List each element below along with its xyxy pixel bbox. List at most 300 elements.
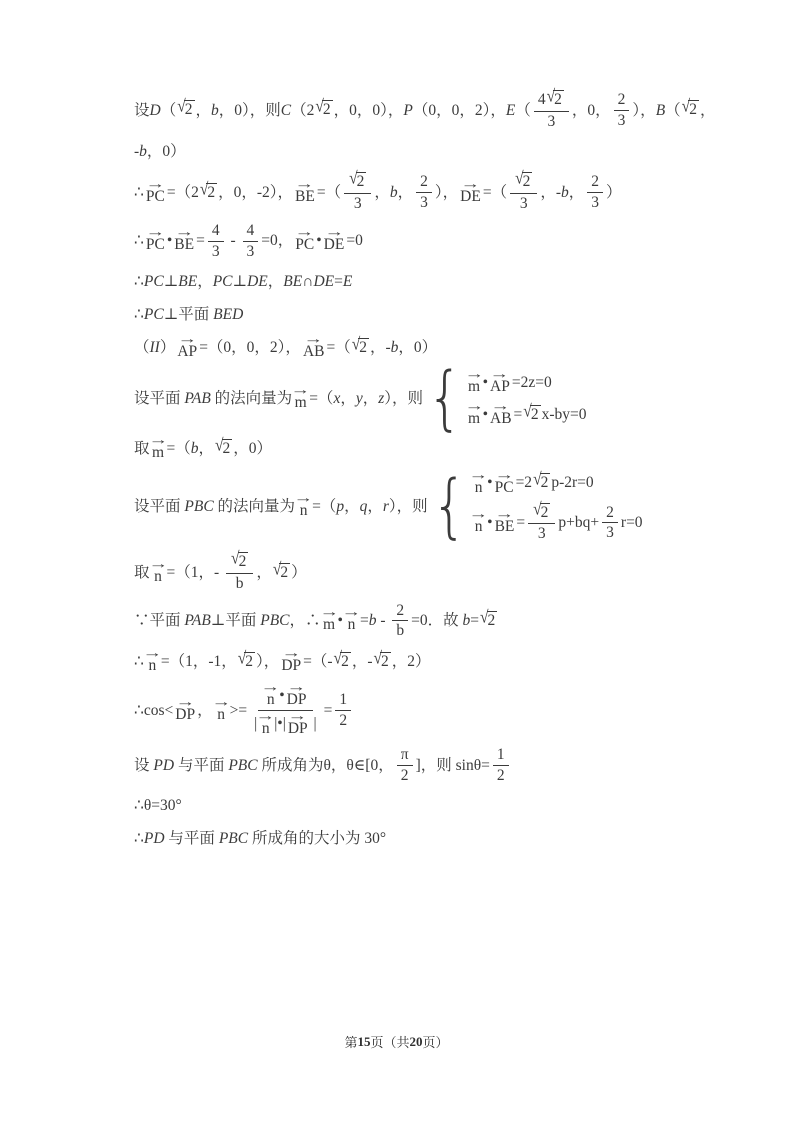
vector-expr (468, 506, 489, 536)
text-run: • (487, 514, 493, 532)
text-run: ）， (632, 101, 656, 119)
variable-italic: PAB (184, 612, 211, 630)
system-rows (464, 365, 587, 428)
vector-base: AP (177, 343, 198, 361)
radicand: 2 (540, 474, 549, 492)
vector-expr (302, 331, 325, 361)
variable-italic: BED (213, 305, 244, 323)
sqrt-expr (546, 86, 564, 110)
vector-base: n (474, 518, 483, 536)
text-run: ， (699, 101, 716, 119)
text-run: • (482, 373, 488, 391)
text-run: ） (159, 339, 176, 357)
text-run: 设 (134, 101, 150, 119)
fraction (493, 746, 509, 785)
vector-base: AP (490, 377, 510, 395)
radicand: 2 (554, 91, 562, 108)
vector-arrow-icon: → (174, 224, 194, 240)
text-run: =0．故 (411, 612, 463, 630)
text-run: 4 (211, 221, 220, 239)
text-run: p+bq+ (558, 514, 600, 532)
vector-base: m (468, 409, 481, 427)
radicand: 2 (487, 612, 496, 630)
radicand: 2 (522, 173, 531, 191)
radicand: 2 (207, 183, 216, 201)
radical-sign: √ (351, 335, 361, 355)
variable-italic: b (190, 440, 199, 458)
vector-arrow-icon: → (491, 397, 511, 413)
text-run: b (235, 574, 244, 592)
radical-sign: √ (199, 179, 209, 199)
text-run: ∴cos< (134, 701, 174, 719)
vector-arrow-icon: → (211, 693, 231, 709)
fraction-denominator (544, 112, 560, 131)
radicand: 2 (238, 553, 247, 571)
text-run: （ (515, 101, 531, 119)
text-run: | (309, 715, 317, 733)
text-run: ⊥平面 (210, 612, 261, 630)
fraction-denominator (243, 242, 259, 261)
vector-base: n (266, 691, 275, 709)
fraction (208, 222, 224, 261)
text-run: 3 (211, 242, 220, 260)
math-line-12 (134, 602, 694, 641)
text-run: 取 (134, 563, 150, 581)
vector-arrow-icon: → (175, 693, 195, 709)
fraction-numerator (534, 86, 569, 112)
variable-italic: PD (153, 756, 175, 774)
text-run: ） (291, 563, 307, 581)
math-line-3 (134, 169, 694, 212)
variable-italic: C (280, 101, 292, 119)
math-line-15 (134, 746, 694, 785)
sqrt-expr (523, 401, 540, 425)
text-run: 设平面 (134, 498, 185, 516)
vector-arrow-icon: → (460, 175, 481, 191)
vector-base: PC (494, 478, 514, 496)
math-line-9 (134, 432, 694, 462)
sqrt-expr (480, 608, 497, 631)
fraction-numerator (335, 691, 351, 711)
text-run: 与平面 (164, 829, 219, 847)
radical-sign: √ (373, 648, 382, 668)
text-run: - (226, 232, 240, 250)
vector-expr (490, 397, 512, 427)
vector-expr (293, 490, 314, 520)
text-run: = (196, 232, 205, 250)
vector-expr (174, 224, 195, 254)
vector-arrow-icon: → (293, 490, 314, 506)
vector-base: PC (295, 236, 315, 254)
radicand: 2 (184, 101, 193, 119)
text-run: =2 (515, 474, 533, 492)
vector-base: m (323, 616, 336, 634)
radical-sign: √ (177, 97, 186, 117)
text-run: ， (197, 272, 213, 290)
text-run: ），则 (384, 389, 424, 407)
fraction-numerator (226, 549, 253, 574)
fraction-denominator (516, 194, 532, 213)
vector-expr (323, 224, 345, 254)
vector-expr (142, 645, 163, 675)
fraction-denominator (392, 621, 408, 640)
variable-italic: p (336, 498, 345, 516)
text-run: =（ (326, 339, 351, 357)
text-run: 第 (344, 1035, 358, 1050)
radicand: 2 (689, 101, 697, 119)
text-run: 与平面 (174, 756, 229, 774)
vector-base: DE (460, 187, 481, 205)
text-run: 2 (606, 503, 614, 521)
text-run: 3 (537, 525, 546, 543)
fraction-numerator (416, 173, 432, 193)
radical-sign: √ (523, 401, 532, 421)
vector-expr (464, 365, 484, 395)
vector-arrow-icon: → (468, 506, 489, 522)
text-run: =0 (346, 232, 363, 250)
text-run: （ (665, 101, 681, 119)
text-run: ，0， (571, 101, 611, 119)
vector-base: n (154, 567, 162, 585)
text-run: ，0） (146, 142, 186, 160)
fraction-denominator (493, 766, 509, 785)
fraction (534, 86, 569, 130)
vector-expr (468, 466, 489, 496)
text-run: =2z=0 (511, 373, 552, 391)
variable-italic: P (403, 101, 413, 119)
text-run: = (334, 272, 343, 290)
fraction-denominator (614, 111, 630, 130)
text-run: = (359, 612, 369, 630)
vector-arrow-icon: → (303, 331, 324, 347)
radicand: 2 (280, 563, 289, 581)
vector-arrow-icon: → (341, 604, 362, 620)
text-run: ∴θ=30° (134, 796, 182, 814)
vector-expr (341, 604, 362, 634)
fraction-denominator (250, 707, 321, 737)
sqrt-expr (533, 470, 550, 493)
radical-sign: √ (333, 648, 343, 668)
vector-arrow-icon: → (142, 645, 163, 661)
text-run: ， (397, 183, 414, 201)
text-run: 3 (617, 111, 626, 129)
vector-base: DP (286, 691, 307, 709)
radicand: 2 (222, 440, 231, 458)
text-run: ，0），则 (218, 101, 281, 119)
vector-expr (145, 175, 166, 205)
fraction-denominator (416, 193, 432, 212)
text-run: = (516, 514, 526, 532)
vector-expr (145, 224, 166, 254)
text-run: 1 (496, 746, 505, 763)
text-run: ，0） (233, 440, 273, 458)
vector-arrow-icon: → (290, 381, 311, 397)
fraction-denominator (534, 524, 550, 543)
vector-expr (490, 365, 510, 395)
radical-sign: √ (215, 435, 224, 456)
text-run: （ (160, 101, 177, 119)
text-run: ， (195, 101, 212, 119)
vector-expr (286, 679, 307, 709)
vector-arrow-icon: → (295, 175, 315, 191)
text-run: 3 (591, 194, 600, 212)
sqrt-expr (231, 549, 248, 572)
radical-sign: √ (533, 499, 542, 519)
vector-base: BE (494, 518, 515, 536)
vector-base: n (148, 657, 157, 675)
variable-italic: D (149, 101, 161, 119)
text-run: ， (340, 389, 356, 407)
text-run: ，∴ (289, 612, 321, 630)
radical-sign: √ (515, 169, 524, 189)
text-run: • (316, 232, 322, 250)
text-run: =（ (316, 183, 342, 201)
radical-sign: √ (546, 86, 556, 106)
fraction-denominator (602, 523, 618, 542)
vector-arrow-icon: → (490, 365, 510, 381)
radicand: 2 (322, 101, 331, 119)
vector-expr (494, 466, 514, 496)
variable-italic: b (561, 183, 569, 201)
vector-arrow-icon: → (255, 707, 276, 723)
text-run: ， (367, 498, 383, 516)
text-run: ， (256, 563, 272, 581)
text-run: 3 (420, 194, 428, 212)
text-run: = (513, 405, 523, 423)
fraction-denominator (335, 711, 351, 730)
variable-italic: II (149, 339, 160, 357)
vector-arrow-icon: → (148, 555, 168, 571)
sqrt-expr (333, 648, 351, 672)
text-run: 2 (591, 173, 600, 191)
variable-italic: PBC (260, 612, 290, 630)
vector-arrow-icon: → (145, 175, 166, 191)
variable-italic: PBC (228, 756, 258, 774)
vector-arrow-icon: → (494, 466, 514, 482)
text-run: ，- (370, 339, 391, 357)
text-run: ， (568, 183, 585, 201)
text-run: b (396, 622, 405, 640)
sqrt-expr (215, 435, 232, 459)
text-run: ， (374, 183, 390, 201)
math-line-13 (134, 645, 694, 675)
fraction (397, 746, 413, 785)
fraction (392, 602, 408, 641)
variable-italic: y (355, 389, 363, 407)
vector-base: m (468, 377, 481, 395)
fraction (587, 173, 603, 212)
text-run: 所成角为θ，θ∈[0， (257, 756, 394, 774)
text-run: • (487, 474, 493, 492)
math-line-16 (134, 794, 694, 818)
vector-arrow-icon: → (464, 397, 484, 413)
fraction-numerator (344, 169, 371, 194)
vector-arrow-icon: → (468, 466, 489, 482)
page-number (344, 1032, 448, 1051)
math-line-11 (134, 549, 694, 592)
vector-base: n (474, 478, 483, 496)
variable-italic: PBC (218, 829, 249, 847)
vector-base: n (217, 705, 225, 723)
text-run: >= (229, 701, 248, 719)
text-run: 3 (606, 524, 614, 542)
vector-expr (287, 707, 308, 737)
vector-arrow-icon: → (324, 224, 344, 240)
fraction-numerator (493, 746, 509, 766)
text-run: =（0，0，2）， (199, 339, 301, 357)
radicand: 2 (245, 653, 254, 671)
text-run: 所成角的大小为 30° (248, 829, 387, 847)
text-run: • (166, 232, 173, 250)
sqrt-expr (533, 499, 550, 523)
fraction-denominator (232, 574, 248, 593)
sqrt-expr (681, 97, 699, 120)
fraction-numerator (258, 679, 312, 710)
text-run: 取 (134, 440, 150, 458)
text-run: ⊥平面 (163, 305, 214, 323)
variable-italic: q (359, 498, 368, 516)
vector-arrow-icon: → (177, 331, 198, 347)
vector-base: DP (281, 657, 302, 675)
variable-italic: b (211, 101, 219, 119)
variable-italic: PBC (184, 498, 214, 516)
math-line-7 (134, 331, 694, 361)
text-run: =（2 (166, 183, 199, 201)
math-line-17 (134, 827, 694, 851)
text-run: • (279, 687, 285, 705)
vector-expr (177, 331, 198, 361)
text-run: ]，则 sinθ= (415, 756, 490, 774)
text-run: （2 (291, 101, 315, 119)
text-run: ， (267, 272, 284, 290)
variable-italic: b (389, 183, 398, 201)
variable-italic: x (333, 389, 341, 407)
text-run: 3 (246, 242, 255, 260)
sqrt-expr (199, 179, 217, 203)
radicand: 2 (381, 653, 389, 671)
text-run: 2 (496, 766, 505, 784)
text-run: 2 (400, 766, 409, 784)
vector-base: n (299, 502, 308, 520)
text-run: 设平面 (134, 389, 185, 407)
vector-expr (319, 604, 339, 634)
sqrt-expr (349, 169, 366, 192)
vector-expr (255, 707, 276, 737)
vector-arrow-icon: → (260, 679, 281, 695)
vector-base: AB (302, 343, 325, 361)
vector-arrow-icon: → (281, 645, 301, 661)
variable-italic: PD (143, 829, 165, 847)
radical-sign: √ (681, 97, 691, 117)
fraction-numerator (243, 222, 259, 242)
radical-sign: √ (533, 470, 542, 490)
text-run: =（ (482, 183, 508, 201)
text-run: ∩ (302, 272, 314, 290)
text-run: • (337, 612, 343, 630)
variable-italic: BE (283, 272, 303, 290)
variable-italic: DE (313, 272, 335, 290)
fraction (335, 691, 351, 730)
radical-sign: √ (272, 559, 282, 579)
text-run: 4 (537, 90, 546, 108)
text-run: 2 (396, 601, 405, 619)
text-run: 页（共 (370, 1035, 410, 1050)
fraction-numerator (510, 169, 537, 194)
text-run: 2 (420, 173, 428, 191)
sqrt-expr (515, 169, 532, 192)
vector-base: PC (145, 187, 165, 205)
system-rows (468, 466, 643, 544)
fraction-denominator (397, 766, 413, 785)
text-run: r=0 (620, 514, 643, 532)
vector-expr (460, 175, 481, 205)
text-run: - (376, 612, 390, 630)
text-run: =（1，- (166, 563, 224, 581)
variable-italic: z (378, 389, 385, 407)
equation-system (431, 466, 643, 548)
sqrt-expr (315, 97, 332, 120)
fraction-numerator (528, 499, 555, 525)
variable-italic: B (655, 101, 666, 119)
text-run: ⊥ (232, 272, 248, 290)
bold-text: 20 (409, 1033, 423, 1049)
solution-body (134, 86, 716, 860)
sqrt-expr (351, 335, 369, 358)
fraction (250, 679, 321, 737)
radicand: 2 (540, 503, 549, 521)
radicand: 2 (530, 405, 539, 423)
fraction-denominator (350, 194, 366, 213)
system-row (468, 499, 643, 543)
text-run: （ (134, 339, 150, 357)
text-run: 设 (134, 756, 154, 774)
fraction-numerator (614, 91, 630, 111)
variable-italic: E (505, 101, 516, 119)
bold-text: 15 (357, 1033, 371, 1049)
variable-italic: PC (143, 305, 164, 323)
text-run: • (482, 405, 488, 423)
text-run: ∴ (134, 183, 144, 201)
vector-base: m (151, 444, 165, 462)
vector-expr (494, 506, 515, 536)
variable-italic: E (342, 272, 353, 290)
radicand: 2 (341, 653, 349, 671)
vector-base: BE (295, 187, 315, 205)
text-run: ， (344, 498, 360, 516)
text-run: 的法向量为 (210, 389, 293, 407)
fraction-denominator (587, 193, 603, 212)
vector-expr (464, 397, 484, 427)
text-run: （0，0，2）， (412, 101, 506, 119)
vector-expr (260, 679, 281, 709)
fraction-numerator (602, 504, 618, 524)
text-run: 4 (246, 221, 255, 239)
text-run: ，0，-2）， (218, 183, 294, 201)
math-line-6 (134, 302, 694, 326)
vector-arrow-icon: → (286, 679, 307, 695)
fraction (243, 222, 259, 261)
vector-base: DE (323, 236, 345, 254)
text-run: ∴ (134, 653, 144, 671)
fraction (510, 169, 537, 212)
vector-base: BE (174, 236, 195, 254)
text-run: 页） (422, 1035, 449, 1050)
variable-italic: DE (247, 272, 268, 290)
sqrt-expr (237, 648, 255, 672)
text-run: ）， (434, 183, 459, 201)
text-run: ，0） (398, 339, 438, 357)
text-run: =0， (261, 232, 294, 250)
